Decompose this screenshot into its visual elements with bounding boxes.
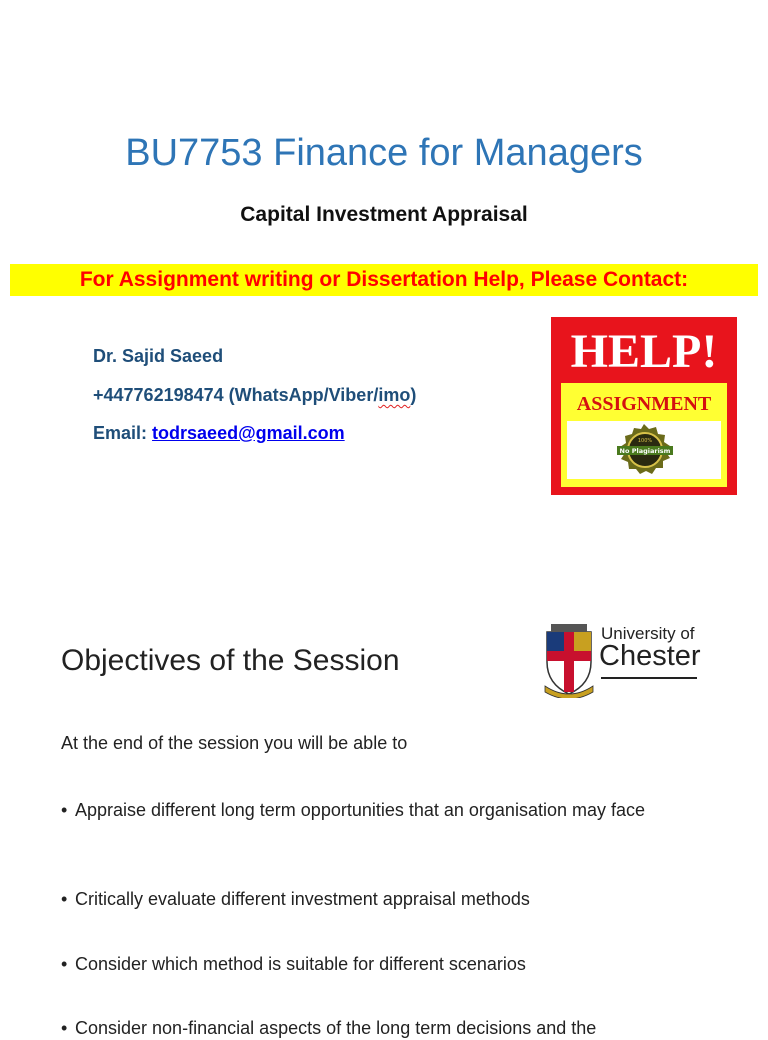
objective-text: Consider non-financial aspects of the long term decisions and the [75, 1018, 597, 1038]
logo-rule [601, 677, 697, 679]
page-title: BU7753 Finance for Managers [125, 132, 643, 174]
university-logo [543, 622, 703, 698]
contact-banner: For Assignment writing or Dissertation Help, Please Contact: [10, 264, 758, 296]
help-subtitle: ASSIGNMENT [576, 393, 712, 415]
seal-panel [567, 421, 721, 479]
contact-name: Dr. Sajid Saeed [93, 346, 224, 366]
objective-item: • Appraise different long term opportunities that an organisation may face [61, 800, 646, 820]
objective-text: Appraise different long term opportunities that an organisation may face [75, 800, 646, 820]
seal-text: No Plagiarism [619, 447, 671, 455]
help-inner-panel [561, 383, 727, 487]
objective-item: • Consider non-financial aspects of the long term decisions and the [61, 1018, 597, 1038]
contact-phone [93, 385, 416, 406]
phone-suffix: ) [410, 385, 417, 405]
help-assignment-badge [551, 317, 737, 495]
objective-text: Critically evaluate different investment appraisal methods [75, 889, 530, 909]
slide-divider [0, 572, 768, 573]
objectives-intro: At the end of the session you will be able to [61, 733, 408, 753]
contact-email [93, 423, 345, 444]
logo-text-university: University of [601, 624, 695, 643]
email-link[interactable]: todrsaeed@gmail.com [152, 423, 345, 443]
objective-item: • Critically evaluate different investment appraisal methods [61, 889, 530, 909]
email-label: Email: [93, 423, 148, 443]
help-title: HELP! [570, 325, 718, 378]
no-plagiarism-seal-icon [613, 423, 675, 477]
university-crest-icon [543, 622, 595, 698]
phone-number: +447762198474 (WhatsApp/Viber/ [93, 385, 379, 405]
slide-subtitle: Capital Investment Appraisal [240, 203, 528, 226]
objective-item: • Consider which method is suitable for different scenarios [61, 954, 526, 974]
phone-imo: imo [378, 385, 411, 405]
objective-text: Consider which method is suitable for different scenarios [75, 954, 526, 974]
svg-text:100%: 100% [637, 438, 653, 444]
logo-text-chester: Chester [599, 640, 701, 672]
section-heading: Objectives of the Session [61, 644, 400, 677]
